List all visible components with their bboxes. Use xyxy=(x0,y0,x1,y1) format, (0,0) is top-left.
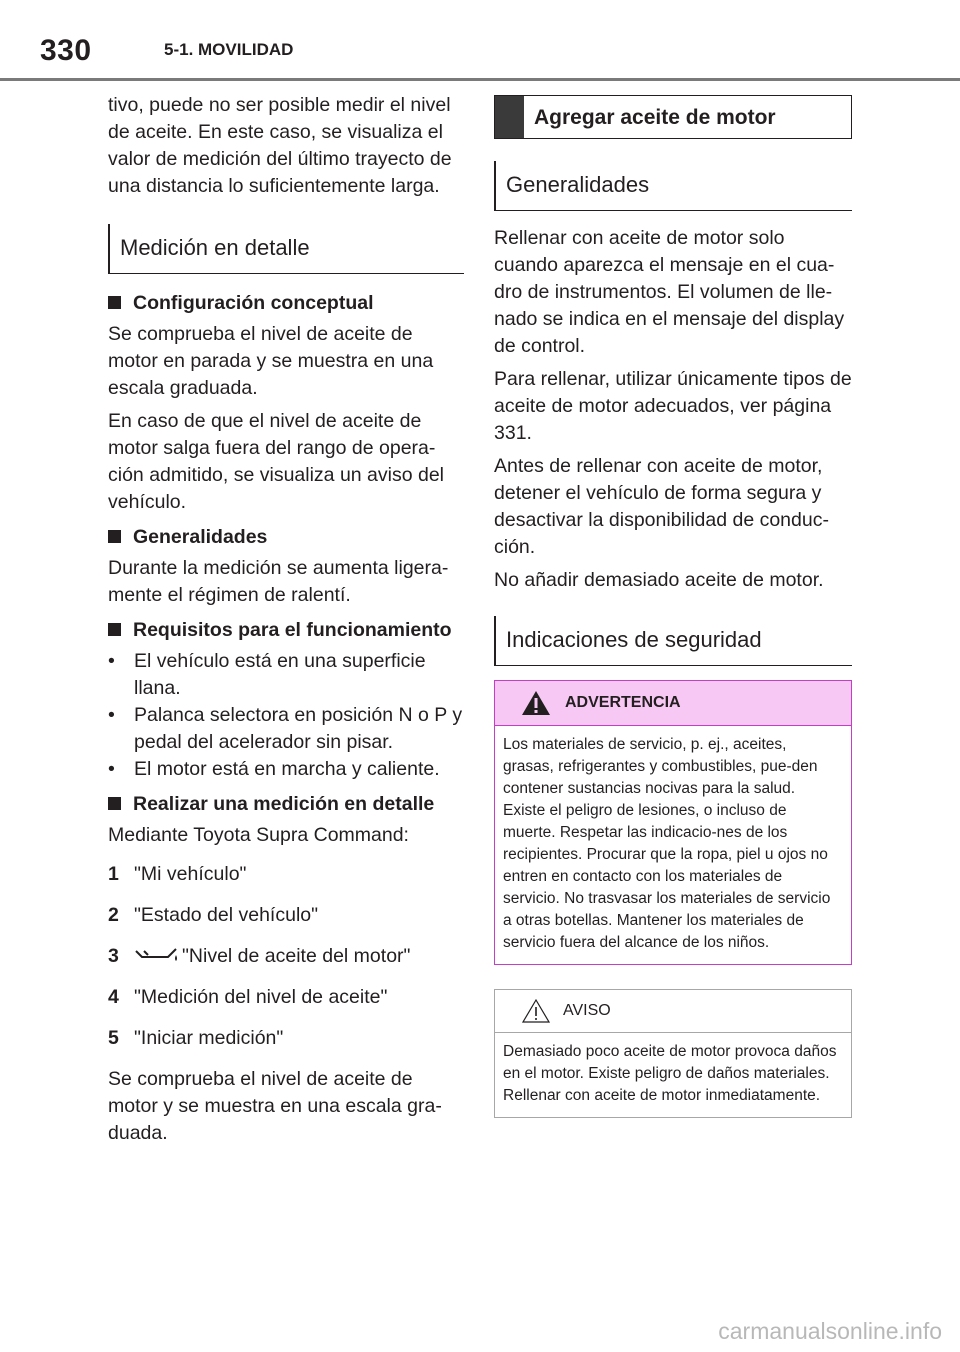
square-bullet-icon xyxy=(108,623,121,636)
subsection-title: Generalidades xyxy=(133,526,268,548)
paragraph: Se comprueba el nivel de aceite de motor en parada y se muestra en una escala graduada. xyxy=(108,323,434,399)
subsection-conceptual xyxy=(108,290,464,317)
step-item: 5 "Iniciar medición" xyxy=(108,1027,284,1049)
subsection-detail xyxy=(108,791,464,818)
step-item: 2 "Estado del vehículo" xyxy=(108,904,319,926)
subheading-label: Indicaciones de seguridad xyxy=(506,627,762,652)
step-item: 4 "Medición del nivel de aceite" xyxy=(108,986,388,1008)
subheading-seguridad xyxy=(494,616,852,666)
paragraph: Se comprueba el nivel de aceite de motor y se muestra en una escala gra-duada. xyxy=(108,1068,442,1144)
square-bullet-icon xyxy=(108,530,121,543)
paragraph: Rellenar con aceite de motor solo cuando aparezca el mensaje en el cua-dro de instrumentos. El volumen de lle-nado se indica en el mensaje del display de control. xyxy=(494,227,845,357)
right-column xyxy=(494,95,852,1118)
warning-triangle-icon xyxy=(521,690,551,716)
list-item: • El motor está en marcha y caliente. xyxy=(108,758,440,780)
square-bullet-icon xyxy=(108,797,121,810)
oil-level-icon xyxy=(134,945,180,967)
subsection-requirements xyxy=(108,617,464,644)
step-item: 1 "Mi vehículo" xyxy=(108,863,247,885)
section-header xyxy=(494,95,852,139)
subsection-title: Realizar una medición en detalle xyxy=(133,793,435,815)
warning-title: ADVERTENCIA xyxy=(565,694,681,711)
notice-box xyxy=(494,989,852,1118)
paragraph: Durante la medición se aumenta ligera-mente el régimen de ralentí. xyxy=(108,557,449,606)
subheading-label: Medición en detalle xyxy=(120,235,310,260)
subheading-medicion xyxy=(108,224,464,274)
list-item: • Palanca selectora en posición N o P y pedal del acelerador sin pisar. xyxy=(108,704,463,753)
subsection-general xyxy=(108,524,464,551)
section-header-bar xyxy=(495,96,524,138)
warning-text: Los materiales de servicio, p. ej., aceites, grasas, refrigerantes y combustibles, pue-den contener sustancias nocivas para la salud. Existe el peligro de lesiones, o incluso de muerte. Respetar las indicacio-nes de los recipientes. Procurar que la ropa, piel u ojos no entren en contacto con los materiales de servicio. No trasvasar los materiales de servicio a otras botellas. Mantener los materiales de servicio fuera del alcance de los niños. xyxy=(503,736,831,951)
notice-header xyxy=(495,990,851,1033)
paragraph: No añadir demasiado aceite de motor. xyxy=(494,569,824,591)
subheading-generalidades xyxy=(494,161,852,211)
paragraph: Para rellenar, utilizar únicamente tipos de aceite de motor adecuados, ver página 331. xyxy=(494,368,852,444)
square-bullet-icon xyxy=(108,296,121,309)
paragraph: En caso de que el nivel de aceite de motor salga fuera del rango de opera-ción admitido, se visualiza un aviso del vehículo. xyxy=(108,410,445,513)
list-item: • El vehículo está en una superficie llana. xyxy=(108,650,426,699)
paragraph: Mediante Toyota Supra Command: xyxy=(108,824,409,846)
page-number: 330 xyxy=(40,34,92,67)
intro-paragraph: tivo, puede no ser posible medir el nivel de aceite. En este caso, se visualiza el valor de medición del último trayecto de una distancia lo suficientemente larga. xyxy=(108,94,452,197)
subsection-title: Configuración conceptual xyxy=(133,292,374,314)
header-divider xyxy=(0,78,960,81)
step-item: 3 "Nivel de aceite del motor" xyxy=(108,945,411,967)
notice-title: AVISO xyxy=(563,1002,611,1019)
subsection-title: Requisitos para el funcionamiento xyxy=(133,619,452,641)
notice-triangle-icon xyxy=(521,998,551,1024)
watermark: carmanualsonline.info xyxy=(718,1318,942,1344)
section-header-title: Agregar aceite de motor xyxy=(534,105,776,129)
warning-header xyxy=(495,681,851,726)
notice-text: Demasiado poco aceite de motor provoca daños en el motor. Existe peligro de daños materiales. Rellenar con aceite de motor inmediatamente. xyxy=(503,1043,837,1104)
paragraph: Antes de rellenar con aceite de motor, detener el vehículo de forma segura y desactivar la disponibilidad de conduc-ción. xyxy=(494,455,829,558)
left-column xyxy=(108,92,464,1153)
subheading-label: Generalidades xyxy=(506,172,650,197)
warning-box xyxy=(494,680,852,965)
section-title: 5-1. MOVILIDAD xyxy=(164,40,294,59)
